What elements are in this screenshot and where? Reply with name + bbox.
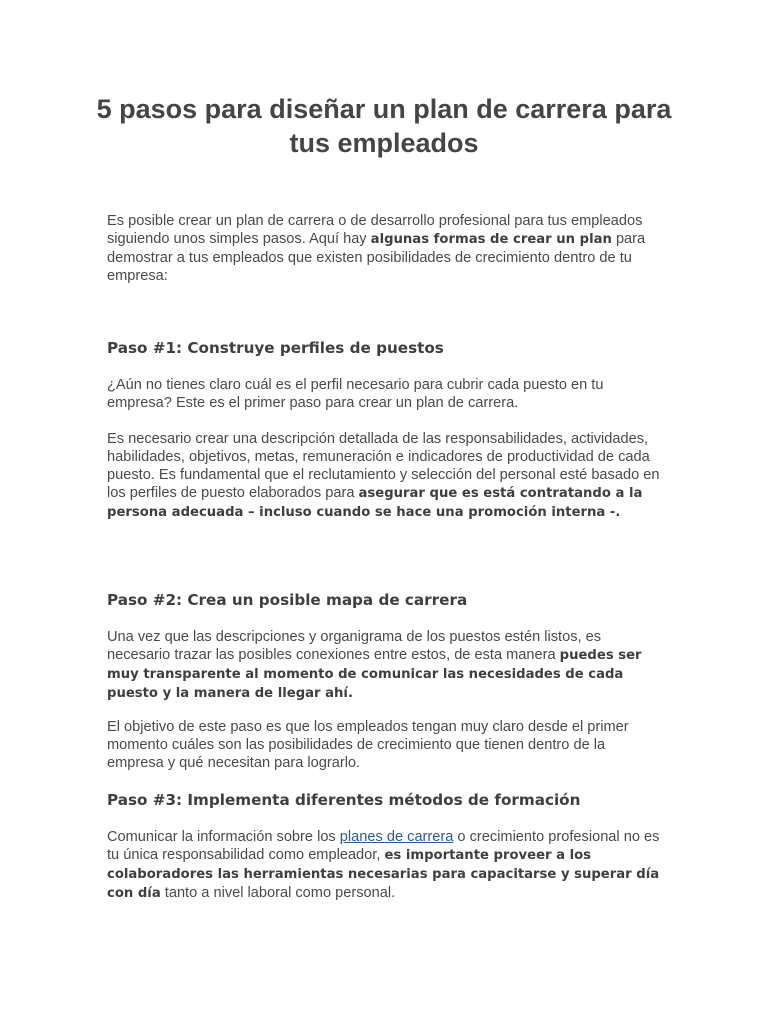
page-title: 5 pasos para diseñar un plan de carrera para tus empleados [96,94,672,158]
step3-p1-text-2: o crecimiento profesional no es tu única responsabilidad como empleador, [107,829,660,863]
step2-paragraph-1 [107,628,663,703]
step3-p1-text-3: tanto a nivel laboral como personal. [160,885,396,901]
planes-de-carrera-link[interactable]: planes de carrera [339,829,454,845]
intro-text-end: para demostrar a tus empleados que existen posibilidades de crecimiento dentro de tu empresa: [107,231,646,284]
step1-p2-text: Es necesario crear una descripción detallada de las responsabilidades, actividades, habilidades, objetivos, metas, remuneración e indicadores de productividad de cada puesto. Es fundamental que el reclutamiento y selección del personal esté basado en los perfiles de puesto elaborados para [107,431,660,501]
step1-p2-bold: asegurar que es está contratando a la persona adecuada – incluso cuando se hace una promoción interna -. [107,486,643,520]
step3-paragraph-1 [107,828,663,903]
intro-paragraph [107,212,663,285]
step3-p1-text: Comunicar la información sobre los [107,829,340,845]
step1-paragraph-1: ¿Aún no tienes claro cuál es el perfil necesario para cubrir cada puesto en tu empresa? Este es el primer paso para crear un plan de carrera. [107,377,604,411]
intro-text: Es posible crear un plan de carrera o de desarrollo profesional para tus empleados siguiendo unos simples pasos. Aquí hay [107,213,643,247]
step1-paragraph-2 [107,430,663,522]
step3-p1-bold: es importante proveer a los colaboradores las herramientas necesarias para capacitarse y superar día con día [107,848,660,901]
step1-heading: Paso #1: Construye perfiles de puestos [107,339,444,357]
step2-p1-text: Una vez que las descripciones y organigrama de los puestos estén listos, es necesario trazar las posibles conexiones entre estos, de esta manera [107,629,602,663]
step2-p1-bold: puedes ser muy transparente al momento de comunicar las necesidades de cada puesto y la manera de llegar ahí. [107,648,642,701]
step3-heading: Paso #3: Implementa diferentes métodos de formación [107,791,581,809]
step2-heading: Paso #2: Crea un posible mapa de carrera [107,591,468,609]
intro-bold: algunas formas de crear un plan [370,232,612,247]
step2-paragraph-2: El objetivo de este paso es que los empleados tengan muy claro desde el primer momento cuáles son las posibilidades de crecimiento que tienen dentro de la empresa y qué necesitan para lograrlo. [107,719,629,771]
